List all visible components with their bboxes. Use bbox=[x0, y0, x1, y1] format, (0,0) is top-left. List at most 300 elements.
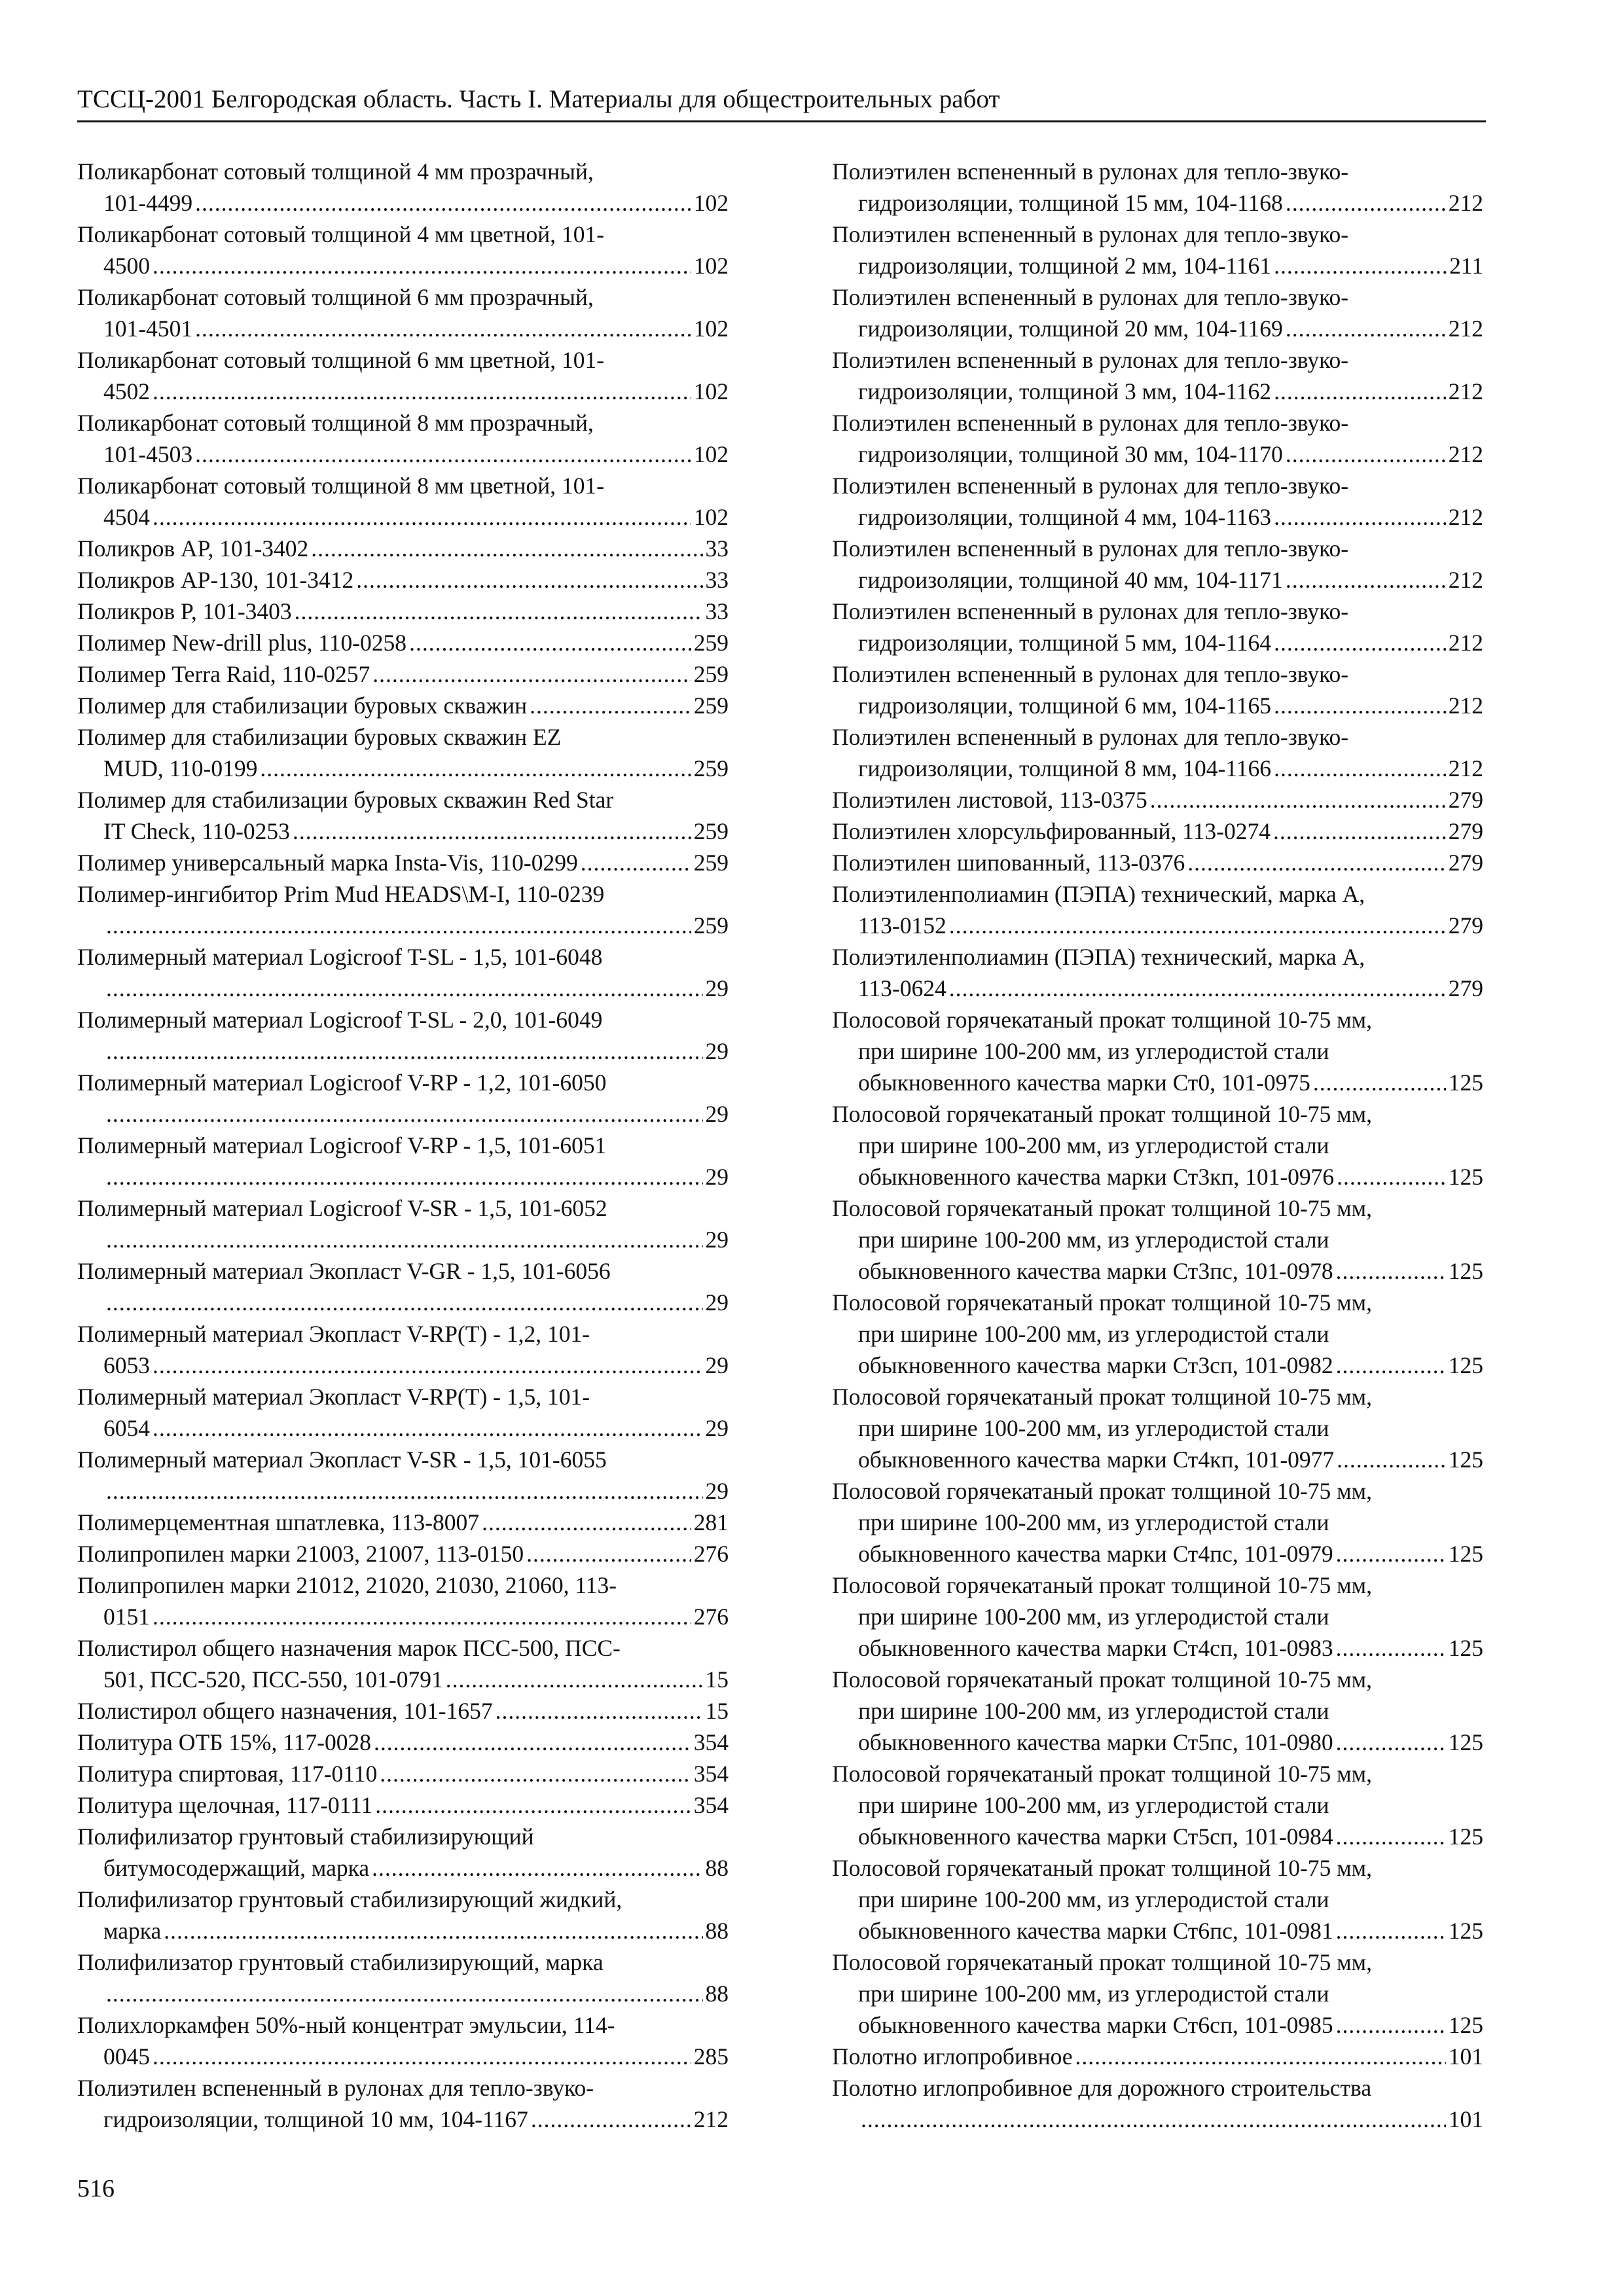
entry-title-line: Полиэтилен вспененный в рулонах для тепло-звуко- bbox=[832, 221, 1349, 247]
index-entry bbox=[832, 533, 1483, 596]
dot-leader bbox=[1286, 187, 1446, 219]
index-entry bbox=[832, 407, 1483, 470]
dot-leader bbox=[106, 1224, 703, 1255]
entry-page-number: 276 bbox=[693, 1604, 729, 1630]
entry-title-line: Полимерный материал Экопласт V-RP(T) - 1,2, 101- bbox=[77, 1321, 590, 1347]
entry-code: гидроизоляции, толщиной 5 мм, 104-1164 bbox=[858, 630, 1272, 656]
entry-title-line: Полиэтилен вспененный в рулонах для тепло-звуко- bbox=[832, 535, 1349, 562]
entry-page-number: 29 bbox=[705, 1038, 729, 1064]
index-entry bbox=[77, 1695, 729, 1727]
entry-page-number: 259 bbox=[693, 630, 729, 656]
dot-leader bbox=[153, 1601, 691, 1632]
entry-page-number: 354 bbox=[693, 1792, 729, 1818]
entry-title-line: Полихлоркамфен 50%-ный концентрат эмульсии, 114- bbox=[77, 2012, 615, 2038]
entry-code: 501, ПСС-520, ПСС-550, 101-0791 bbox=[103, 1666, 443, 1693]
dot-leader bbox=[1336, 1538, 1446, 1570]
dot-leader bbox=[195, 187, 691, 219]
entry-page-number: 15 bbox=[705, 1698, 729, 1724]
index-entry bbox=[77, 878, 729, 941]
entry-page-number: 279 bbox=[1448, 850, 1483, 876]
dot-leader bbox=[106, 1161, 703, 1193]
index-entry bbox=[77, 1004, 729, 1067]
entry-page-number: 212 bbox=[1448, 567, 1483, 593]
page-number: 516 bbox=[77, 2175, 115, 2202]
index-entry bbox=[77, 1946, 729, 2009]
dot-leader bbox=[526, 1538, 691, 1570]
entry-code: IT Check, 110-0253 bbox=[103, 818, 290, 844]
entry-title: Полистирол общего назначения, 101-1657 bbox=[77, 1698, 493, 1724]
dot-leader bbox=[949, 973, 1446, 1004]
index-column-right bbox=[832, 156, 1483, 2135]
index-entry bbox=[832, 1570, 1483, 1664]
entry-page-number: 285 bbox=[693, 2043, 729, 2070]
index-entry bbox=[832, 847, 1483, 878]
index-entry bbox=[832, 344, 1483, 407]
index-entry bbox=[832, 1193, 1483, 1287]
entry-code: 4504 bbox=[103, 504, 150, 530]
entry-title-line: Полимерный материал Logicroof V-SR - 1,5, 101-6052 bbox=[77, 1195, 607, 1221]
entry-page-number: 125 bbox=[1448, 2012, 1483, 2038]
dot-leader bbox=[861, 2104, 1446, 2135]
entry-page-number: 29 bbox=[705, 1164, 729, 1190]
entry-code: 101-4501 bbox=[103, 315, 193, 342]
entry-page-number: 101 bbox=[1448, 2043, 1483, 2070]
entry-title-line: Полимерный материал Logicroof V-RP - 1,5, 101-6051 bbox=[77, 1132, 607, 1158]
entry-code: обыкновенного качества марки Ст4пс, 101-0979 bbox=[858, 1541, 1333, 1567]
entry-title-line: при ширине 100-200 мм, из углеродистой стали bbox=[858, 1038, 1329, 1064]
dot-leader bbox=[106, 973, 703, 1004]
entry-title-line: Полосовой горячекатаный прокат толщиной 10-75 мм, bbox=[832, 1007, 1372, 1033]
entry-page-number: 212 bbox=[1448, 630, 1483, 656]
entry-code: гидроизоляции, толщиной 20 мм, 104-1169 bbox=[858, 315, 1283, 342]
index-entry bbox=[832, 1946, 1483, 2041]
entry-title-line: Полиэтилен вспененный в рулонах для тепло-звуко- bbox=[832, 410, 1349, 436]
index-entry bbox=[77, 1130, 729, 1193]
entry-title-line: Полосовой горячекатаный прокат толщиной 10-75 мм, bbox=[832, 1101, 1372, 1127]
entry-code: обыкновенного качества марки Ст0, 101-0975 bbox=[858, 1069, 1310, 1096]
index-entry bbox=[77, 1193, 729, 1255]
entry-code: 113-0152 bbox=[858, 912, 947, 939]
entry-title-line: Полимерный материал Экопласт V-SR - 1,5, 101-6055 bbox=[77, 1446, 607, 1473]
dot-leader bbox=[106, 1475, 703, 1507]
index-entry bbox=[77, 1884, 729, 1946]
dot-leader bbox=[375, 1789, 691, 1821]
entry-page-number: 29 bbox=[705, 1478, 729, 1504]
entry-title-line: Полиэтилен вспененный в рулонах для тепло-звуко- bbox=[832, 347, 1349, 373]
entry-page-number: 276 bbox=[693, 1541, 729, 1567]
dot-leader bbox=[496, 1695, 703, 1727]
entry-title: Политура спиртовая, 117-0110 bbox=[77, 1761, 378, 1787]
entry-page-number: 211 bbox=[1449, 253, 1483, 279]
index-entry bbox=[832, 470, 1483, 533]
entry-page-number: 125 bbox=[1448, 1258, 1483, 1284]
entry-page-number: 29 bbox=[705, 1227, 729, 1253]
entry-code: гидроизоляции, толщиной 15 мм, 104-1168 bbox=[858, 190, 1283, 216]
entry-page-number: 125 bbox=[1448, 1446, 1483, 1473]
entry-page-number: 29 bbox=[705, 1101, 729, 1127]
index-entry bbox=[832, 1381, 1483, 1475]
entry-page-number: 101 bbox=[1448, 2106, 1483, 2132]
dot-leader bbox=[153, 1412, 703, 1444]
index-entry bbox=[832, 658, 1483, 721]
index-column-left bbox=[77, 156, 729, 2135]
entry-title-line: Полимерный материал Экопласт V-GR - 1,5, 101-6056 bbox=[77, 1258, 611, 1284]
entry-title-line: Полипропилен марки 21012, 21020, 21030, 21060, 113- bbox=[77, 1572, 617, 1598]
dot-leader bbox=[1336, 2009, 1446, 2041]
entry-page-number: 88 bbox=[705, 1981, 729, 2007]
entry-page-number: 281 bbox=[693, 1509, 729, 1535]
dot-leader bbox=[1274, 690, 1446, 721]
dot-leader bbox=[446, 1664, 703, 1695]
entry-title-line: Полиэтиленполиамин (ПЭПА) технический, марка А, bbox=[832, 881, 1365, 907]
entry-page-number: 212 bbox=[1448, 378, 1483, 404]
entry-code: гидроизоляции, толщиной 2 мм, 104-1161 bbox=[858, 253, 1272, 279]
entry-title-line: Полиэтилен вспененный в рулонах для тепло-звуко- bbox=[832, 473, 1349, 499]
dot-leader bbox=[1337, 1161, 1446, 1193]
entry-code: гидроизоляции, толщиной 30 мм, 104-1170 bbox=[858, 441, 1283, 467]
entry-page-number: 102 bbox=[693, 504, 729, 530]
entry-title: Полиэтилен хлорсульфированный, 113-0274 bbox=[832, 818, 1271, 844]
dot-leader bbox=[1336, 1821, 1446, 1852]
dot-leader bbox=[106, 1098, 703, 1130]
entry-code: марка bbox=[103, 1918, 162, 1944]
entry-title-line: при ширине 100-200 мм, из углеродистой стали bbox=[858, 1321, 1329, 1347]
entry-title-line: Поликарбонат сотовый толщиной 4 мм прозрачный, bbox=[77, 158, 594, 185]
entry-code: обыкновенного качества марки Ст3пс, 101-0978 bbox=[858, 1258, 1333, 1284]
dot-leader bbox=[372, 658, 691, 690]
dot-leader bbox=[153, 501, 691, 533]
entry-title-line: Полифилизатор грунтовый стабилизирующий жидкий, bbox=[77, 1886, 623, 1912]
entry-code: 6053 bbox=[103, 1352, 150, 1378]
index-entry bbox=[77, 564, 729, 596]
index-entry bbox=[832, 156, 1483, 219]
entry-page-number: 125 bbox=[1448, 1635, 1483, 1661]
dot-leader bbox=[1336, 1350, 1446, 1381]
entry-page-number: 102 bbox=[693, 190, 729, 216]
entry-page-number: 88 bbox=[705, 1855, 729, 1881]
entry-title: Полимерцементная шпатлевка, 113-8007 bbox=[77, 1509, 480, 1535]
index-entry bbox=[832, 784, 1483, 816]
entry-page-number: 125 bbox=[1448, 1729, 1483, 1755]
entry-page-number: 259 bbox=[693, 912, 729, 939]
entry-code: обыкновенного качества марки Ст5пс, 101-0980 bbox=[858, 1729, 1333, 1755]
entry-page-number: 354 bbox=[693, 1729, 729, 1755]
index-entry bbox=[832, 1758, 1483, 1852]
dot-leader bbox=[1286, 439, 1446, 470]
dot-leader bbox=[1274, 501, 1446, 533]
entry-title: Полимер для стабилизации буровых скважин bbox=[77, 692, 528, 719]
entry-title-line: при ширине 100-200 мм, из углеродистой стали bbox=[858, 1792, 1329, 1818]
entry-page-number: 279 bbox=[1448, 975, 1483, 1001]
index-entry bbox=[77, 1538, 729, 1570]
dot-leader bbox=[1274, 250, 1447, 281]
entry-title-line: при ширине 100-200 мм, из углеродистой стали bbox=[858, 1981, 1329, 2007]
entry-page-number: 259 bbox=[693, 661, 729, 687]
entry-title-line: Полимерный материал Logicroof V-RP - 1,2, 101-6050 bbox=[77, 1069, 607, 1096]
index-entry bbox=[832, 2072, 1483, 2135]
entry-code: обыкновенного качества марки Ст3сп, 101-0982 bbox=[858, 1352, 1333, 1378]
dot-leader bbox=[409, 627, 691, 658]
index-entry bbox=[832, 281, 1483, 344]
entry-code: обыкновенного качества марки Ст6сп, 101-0985 bbox=[858, 2012, 1333, 2038]
entry-code: 6054 bbox=[103, 1415, 150, 1441]
entry-page-number: 125 bbox=[1448, 1164, 1483, 1190]
entry-title-line: Полосовой горячекатаный прокат толщиной 10-75 мм, bbox=[832, 1761, 1372, 1787]
index-entry bbox=[77, 1758, 729, 1789]
entry-code: обыкновенного качества марки Ст4кп, 101-0977 bbox=[858, 1446, 1335, 1473]
entry-page-number: 15 bbox=[705, 1666, 729, 1693]
entry-title-line: Поликарбонат сотовый толщиной 6 мм цветной, 101- bbox=[77, 347, 605, 373]
entry-title-line: Поликарбонат сотовый толщиной 6 мм прозрачный, bbox=[77, 284, 594, 310]
entry-code: гидроизоляции, толщиной 4 мм, 104-1163 bbox=[858, 504, 1272, 530]
dot-leader bbox=[482, 1507, 691, 1538]
index-entry bbox=[77, 596, 729, 627]
entry-page-number: 212 bbox=[1448, 441, 1483, 467]
dot-leader bbox=[1274, 627, 1446, 658]
index-entry bbox=[77, 1318, 729, 1381]
entry-page-number: 29 bbox=[705, 1415, 729, 1441]
dot-leader bbox=[106, 1035, 703, 1067]
dot-leader bbox=[153, 1350, 703, 1381]
entry-page-number: 29 bbox=[705, 1289, 729, 1316]
dot-leader bbox=[1187, 847, 1446, 878]
entry-page-number: 212 bbox=[1448, 315, 1483, 342]
entry-title: Политура ОТБ 15%, 117-0028 bbox=[77, 1729, 371, 1755]
entry-title-line: Полимер-ингибитор Prim Mud HEADS\M-I, 110-0239 bbox=[77, 881, 605, 907]
entry-title-line: Полифилизатор грунтовый стабилизирующий bbox=[77, 1823, 534, 1850]
dot-leader bbox=[1337, 1444, 1446, 1475]
dot-leader bbox=[106, 910, 691, 941]
index-entry bbox=[832, 2041, 1483, 2072]
entry-title-line: при ширине 100-200 мм, из углеродистой стали bbox=[858, 1886, 1329, 1912]
entry-page-number: 212 bbox=[693, 2106, 729, 2132]
dot-leader bbox=[295, 596, 703, 627]
dot-leader bbox=[1336, 1727, 1446, 1758]
entry-title-line: Полиэтилен вспененный в рулонах для тепло-звуко- bbox=[832, 158, 1349, 185]
entry-page-number: 88 bbox=[705, 1918, 729, 1944]
entry-title-line: Поликарбонат сотовый толщиной 4 мм цветной, 101- bbox=[77, 221, 605, 247]
dot-leader bbox=[311, 533, 702, 564]
index-entry bbox=[77, 281, 729, 344]
dot-leader bbox=[372, 1852, 702, 1884]
index-entry bbox=[832, 1852, 1483, 1946]
entry-title-line: Полосовой горячекатаный прокат толщиной 10-75 мм, bbox=[832, 1855, 1372, 1881]
dot-leader bbox=[1150, 784, 1446, 816]
entry-page-number: 29 bbox=[705, 975, 729, 1001]
entry-page-number: 212 bbox=[1448, 692, 1483, 719]
entry-page-number: 279 bbox=[1448, 787, 1483, 813]
entry-page-number: 259 bbox=[693, 755, 729, 781]
dot-leader bbox=[581, 847, 691, 878]
dot-leader bbox=[153, 2041, 691, 2072]
entry-page-number: 212 bbox=[1448, 504, 1483, 530]
index-entry bbox=[832, 1475, 1483, 1570]
index-entry bbox=[77, 1255, 729, 1318]
entry-title-line: Полосовой горячекатаный прокат толщиной 10-75 мм, bbox=[832, 1949, 1372, 1975]
entry-page-number: 102 bbox=[693, 315, 729, 342]
entry-page-number: 279 bbox=[1448, 818, 1483, 844]
entry-title-line: Полимер для стабилизации буровых скважин EZ bbox=[77, 724, 562, 750]
entry-code: 101-4503 bbox=[103, 441, 193, 467]
entry-code: 4500 bbox=[103, 253, 150, 279]
entry-title-line: Полосовой горячекатаный прокат толщиной 10-75 мм, bbox=[832, 1666, 1372, 1693]
index-entry bbox=[77, 1381, 729, 1444]
index-entry bbox=[832, 816, 1483, 847]
entry-title: Полипропилен марки 21003, 21007, 113-0150 bbox=[77, 1541, 524, 1567]
dot-leader bbox=[531, 2104, 691, 2135]
index-entry bbox=[77, 941, 729, 1004]
dot-leader bbox=[1336, 1255, 1446, 1287]
entry-page-number: 125 bbox=[1448, 1918, 1483, 1944]
index-entry bbox=[77, 658, 729, 690]
index-entry bbox=[832, 596, 1483, 658]
dot-leader bbox=[1286, 313, 1446, 344]
dot-leader bbox=[949, 910, 1446, 941]
dot-leader bbox=[153, 376, 691, 407]
index-entry bbox=[832, 1287, 1483, 1381]
dot-leader bbox=[195, 439, 691, 470]
entry-title-line: Полиэтиленполиамин (ПЭПА) технический, марка А, bbox=[832, 944, 1365, 970]
index-entry bbox=[77, 1789, 729, 1821]
index-entry bbox=[77, 847, 729, 878]
entry-code: битумосодержащий, марка bbox=[103, 1855, 370, 1881]
entry-page-number: 125 bbox=[1448, 1069, 1483, 1096]
header-title: ТССЦ-2001 Белгородская область. Часть I. Материалы для общестроительных работ bbox=[77, 85, 1000, 113]
entry-code: обыкновенного качества марки Ст5сп, 101-0984 bbox=[858, 1823, 1333, 1850]
dot-leader bbox=[380, 1758, 691, 1789]
entry-code: обыкновенного качества марки Ст6пс, 101-0981 bbox=[858, 1918, 1333, 1944]
index-entry bbox=[77, 1444, 729, 1507]
entry-code: 0045 bbox=[103, 2043, 150, 2070]
entry-title-line: Полимер для стабилизации буровых скважин Red Star bbox=[77, 787, 614, 813]
dot-leader bbox=[1336, 1632, 1446, 1664]
entry-title-line: Полистирол общего назначения марок ПСС-500, ПСС- bbox=[77, 1635, 621, 1661]
dot-leader bbox=[530, 690, 691, 721]
index-entry bbox=[77, 470, 729, 533]
entry-title: Поликров AP-130, 101-3412 bbox=[77, 567, 354, 593]
index-entry bbox=[77, 627, 729, 658]
entry-title: Поликров P, 101-3403 bbox=[77, 598, 292, 624]
entry-title-line: при ширине 100-200 мм, из углеродистой стали bbox=[858, 1509, 1329, 1535]
entry-code: гидроизоляции, толщиной 10 мм, 104-1167 bbox=[103, 2106, 528, 2132]
index-entry bbox=[77, 1727, 729, 1758]
index-entry bbox=[77, 1632, 729, 1695]
index-entry bbox=[77, 407, 729, 470]
entry-page-number: 102 bbox=[693, 253, 729, 279]
dot-leader bbox=[374, 1727, 691, 1758]
index-entry bbox=[832, 941, 1483, 1004]
index-entry bbox=[77, 156, 729, 219]
dot-leader bbox=[293, 816, 691, 847]
index-entry bbox=[77, 2072, 729, 2135]
entry-page-number: 33 bbox=[705, 535, 729, 562]
index-entry bbox=[77, 721, 729, 784]
dot-leader bbox=[1336, 1915, 1446, 1946]
entry-page-number: 354 bbox=[693, 1761, 729, 1787]
dot-leader bbox=[260, 753, 691, 784]
dot-leader bbox=[195, 313, 691, 344]
entry-title-line: Полиэтилен вспененный в рулонах для тепло-звуко- bbox=[832, 598, 1349, 624]
index-entry bbox=[832, 1098, 1483, 1193]
index-entry bbox=[832, 1664, 1483, 1758]
entry-title-line: при ширине 100-200 мм, из углеродистой стали bbox=[858, 1227, 1329, 1253]
entry-code: 113-0624 bbox=[858, 975, 947, 1001]
entry-page-number: 125 bbox=[1448, 1352, 1483, 1378]
entry-page-number: 212 bbox=[1448, 190, 1483, 216]
index-entry bbox=[77, 533, 729, 564]
index-entry bbox=[832, 1004, 1483, 1098]
entry-title-line: Полиэтилен вспененный в рулонах для тепло-звуко- bbox=[832, 724, 1349, 750]
entry-title-line: Поликарбонат сотовый толщиной 8 мм прозрачный, bbox=[77, 410, 594, 436]
entry-title-line: Полосовой горячекатаный прокат толщиной 10-75 мм, bbox=[832, 1572, 1372, 1598]
dot-leader bbox=[1274, 753, 1446, 784]
entry-title: Полиэтилен листовой, 113-0375 bbox=[832, 787, 1147, 813]
index-entry bbox=[832, 878, 1483, 941]
entry-title-line: Полимерный материал Экопласт V-RP(T) - 1,5, 101- bbox=[77, 1384, 590, 1410]
dot-leader bbox=[356, 564, 702, 596]
entry-title-line: Полиэтилен вспененный в рулонах для тепло-звуко- bbox=[77, 2075, 594, 2101]
entry-title: Полиэтилен шипованный, 113-0376 bbox=[832, 850, 1185, 876]
entry-title-line: Поликарбонат сотовый толщиной 8 мм цветной, 101- bbox=[77, 473, 605, 499]
entry-title: Полимер универсальный марка Insta-Vis, 110-0299 bbox=[77, 850, 578, 876]
index-entry bbox=[77, 1067, 729, 1130]
dot-leader bbox=[1273, 816, 1446, 847]
dot-leader bbox=[164, 1915, 702, 1946]
index-entry bbox=[77, 2009, 729, 2072]
entry-code: обыкновенного качества марки Ст4сп, 101-0983 bbox=[858, 1635, 1333, 1661]
running-header bbox=[77, 84, 1486, 122]
entry-code: 0151 bbox=[103, 1604, 150, 1630]
entry-page-number: 212 bbox=[1448, 755, 1483, 781]
entry-title-line: Полосовой горячекатаный прокат толщиной 10-75 мм, bbox=[832, 1289, 1372, 1316]
entry-page-number: 102 bbox=[693, 378, 729, 404]
entry-title: Полимер Terra Raid, 110-0257 bbox=[77, 661, 370, 687]
entry-title-line: Полиэтилен вспененный в рулонах для тепло-звуко- bbox=[832, 661, 1349, 687]
index-entry bbox=[832, 219, 1483, 281]
entry-page-number: 259 bbox=[693, 818, 729, 844]
entry-title-line: Полифилизатор грунтовый стабилизирующий, марка bbox=[77, 1949, 604, 1975]
entry-title-line: Полосовой горячекатаный прокат толщиной 10-75 мм, bbox=[832, 1384, 1372, 1410]
entry-page-number: 259 bbox=[693, 692, 729, 719]
index-entry bbox=[77, 784, 729, 847]
index-entry bbox=[77, 219, 729, 281]
entry-title-line: Полимерный материал Logicroof T-SL - 1,5, 101-6048 bbox=[77, 944, 603, 970]
entry-page-number: 102 bbox=[693, 441, 729, 467]
entry-title-line: Полотно иглопробивное для дорожного строительства bbox=[832, 2075, 1372, 2101]
dot-leader bbox=[1286, 564, 1446, 596]
entry-page-number: 125 bbox=[1448, 1541, 1483, 1567]
entry-title-line: при ширине 100-200 мм, из углеродистой стали bbox=[858, 1132, 1329, 1158]
index-entry bbox=[77, 1570, 729, 1632]
index-entry bbox=[77, 690, 729, 721]
entry-code: обыкновенного качества марки Ст3кп, 101-0976 bbox=[858, 1164, 1335, 1190]
entry-code: 4502 bbox=[103, 378, 150, 404]
entry-code: гидроизоляции, толщиной 6 мм, 104-1165 bbox=[858, 692, 1272, 719]
index-entry bbox=[77, 1507, 729, 1538]
entry-title: Полотно иглопробивное bbox=[832, 2043, 1073, 2070]
entry-title-line: при ширине 100-200 мм, из углеродистой стали bbox=[858, 1604, 1329, 1630]
entry-page-number: 29 bbox=[705, 1352, 729, 1378]
dot-leader bbox=[106, 1978, 703, 2009]
entry-page-number: 33 bbox=[705, 598, 729, 624]
entry-title-line: Полосовой горячекатаный прокат толщиной 10-75 мм, bbox=[832, 1195, 1372, 1221]
dot-leader bbox=[1313, 1067, 1446, 1098]
dot-leader bbox=[106, 1287, 703, 1318]
dot-leader bbox=[1075, 2041, 1446, 2072]
entry-code: MUD, 110-0199 bbox=[103, 755, 258, 781]
index-entry bbox=[77, 344, 729, 407]
entry-title-line: Полимерный материал Logicroof T-SL - 2,0, 101-6049 bbox=[77, 1007, 603, 1033]
